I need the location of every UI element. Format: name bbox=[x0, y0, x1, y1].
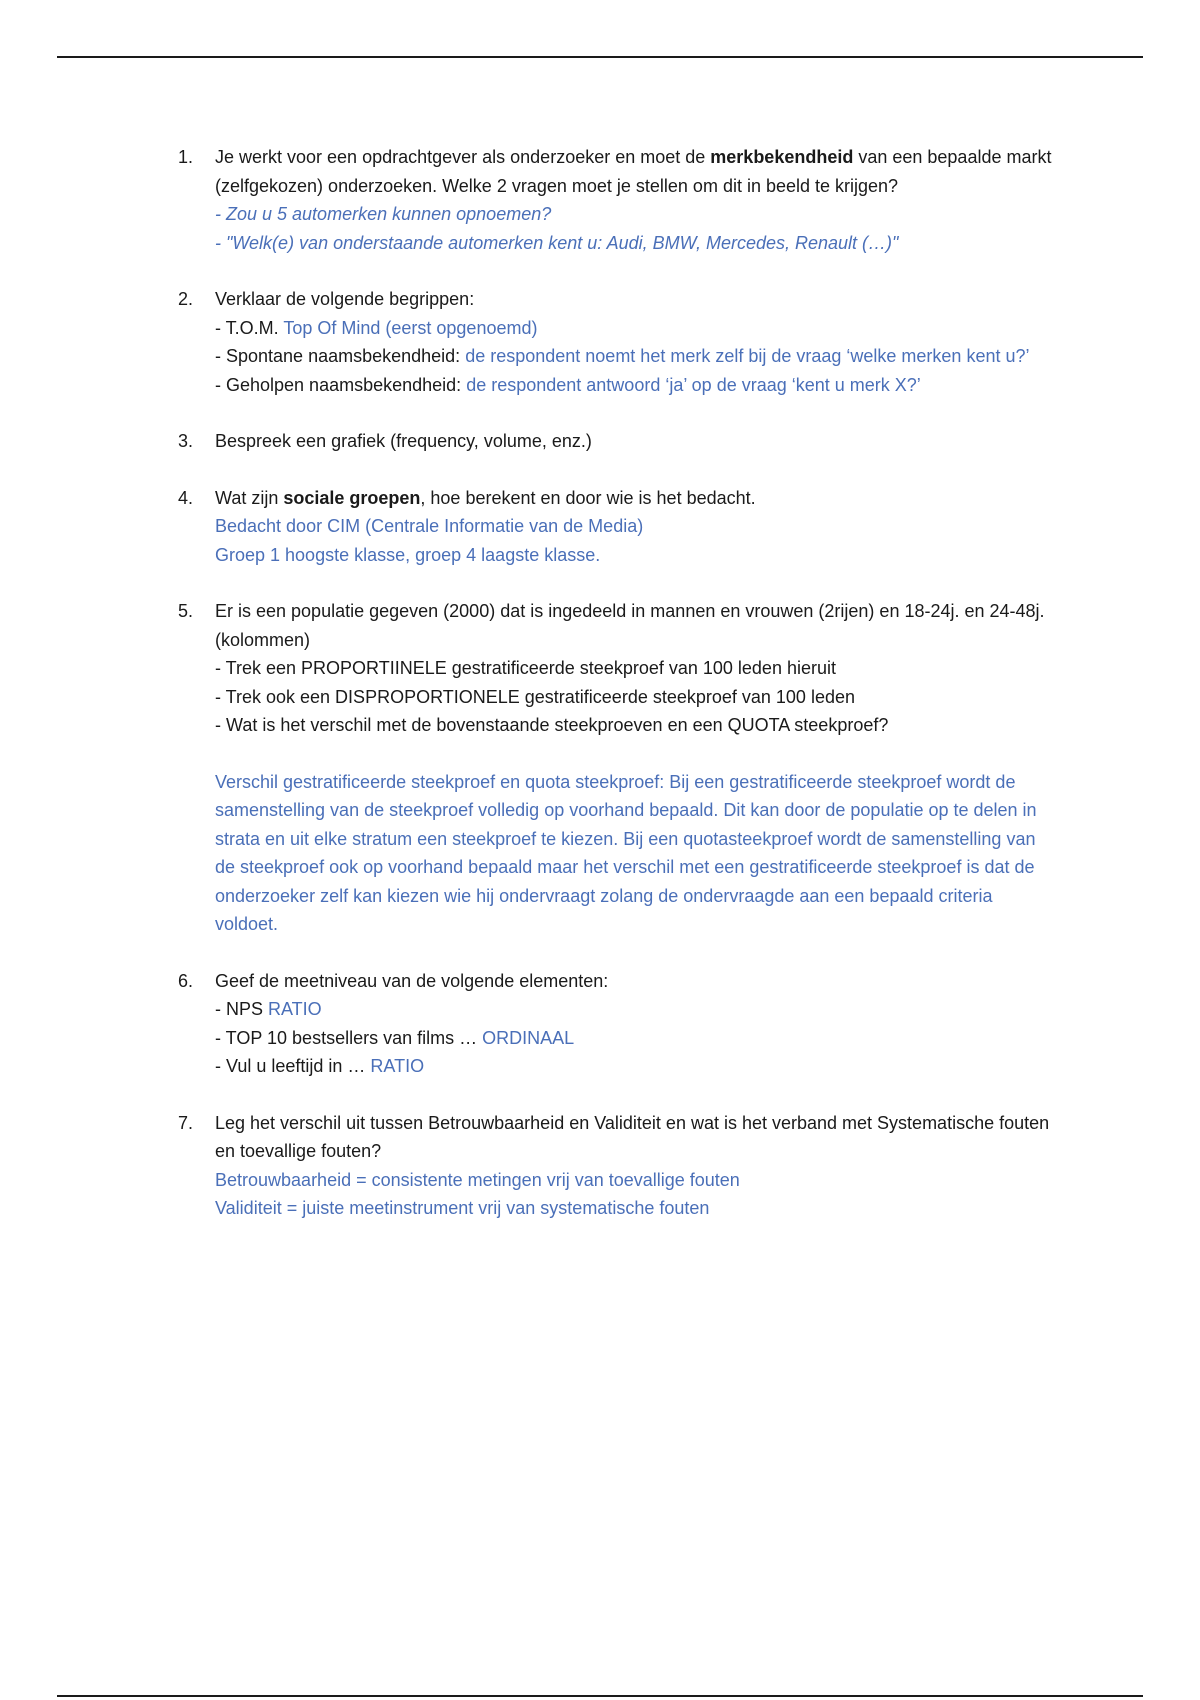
element-item bbox=[215, 1052, 1055, 1081]
question-3 bbox=[178, 427, 1055, 456]
element-label: - NPS bbox=[215, 999, 269, 1019]
question-5 bbox=[178, 597, 1055, 939]
question-1 bbox=[178, 143, 1055, 257]
element-answer: ORDINAAL bbox=[482, 1027, 575, 1048]
answer-line: Bedacht door CIM (Centrale Informatie van de Media) bbox=[215, 516, 644, 536]
sub-question: - Trek ook een DISPROPORTIONELE gestratificeerde steekproef van 100 leden bbox=[215, 686, 855, 707]
term-label: - Geholpen naamsbekendheid: bbox=[215, 374, 467, 395]
document-body bbox=[0, 143, 1200, 1223]
question-number: 3. bbox=[178, 431, 194, 451]
question-text: Geef de meetniveau van de volgende elementen: bbox=[215, 970, 609, 991]
question-text: Wat zijn sociale groepen, hoe berekent en door wie is het bedacht. bbox=[215, 487, 756, 508]
question-text: Er is een populatie gegeven (2000) dat is ingedeeld in mannen en vrouwen (2rijen) en 18-24j. en 24-48j. (kolommen) bbox=[215, 601, 1045, 650]
term-label: - Spontane naamsbekendheid: bbox=[215, 346, 466, 366]
question-number: 7. bbox=[178, 1112, 194, 1133]
term-answer: Top Of Mind (eerst opgenoemd) bbox=[283, 317, 538, 338]
keyword-merkbekendheid: merkbekendheid bbox=[710, 147, 854, 167]
answer-line: Validiteit = juiste meetinstrument vrij van systematische fouten bbox=[215, 1198, 710, 1218]
question-6 bbox=[178, 967, 1055, 1081]
keyword-sociale-groepen: sociale groepen bbox=[283, 487, 421, 508]
term-label: - T.O.M. bbox=[215, 317, 284, 338]
question-7 bbox=[178, 1109, 1055, 1223]
question-text: Je werkt voor een opdrachtgever als onderzoeker en moet de merkbekendheid van een bepaalde markt (zelfgekozen) onderzoeken. Welke 2 vragen moet je stellen om dit in beeld te krijgen? bbox=[215, 147, 1052, 196]
term-item bbox=[215, 342, 1055, 371]
sub-question: - Wat is het verschil met de bovenstaande steekproeven en een QUOTA steekproef? bbox=[215, 715, 889, 735]
term-answer: de respondent antwoord ‘ja’ op de vraag ‘kent u merk X?’ bbox=[466, 374, 921, 395]
question-number: 4. bbox=[178, 487, 194, 508]
question-number: 6. bbox=[178, 970, 194, 991]
term-answer: de respondent noemt het merk zelf bij de vraag ‘welke merken kent u?’ bbox=[465, 346, 1030, 366]
element-label: - TOP 10 bestsellers van films … bbox=[215, 1027, 483, 1048]
term-item bbox=[215, 371, 1055, 400]
question-number: 1. bbox=[178, 147, 194, 167]
answer-line: Groep 1 hoogste klasse, groep 4 laagste klasse. bbox=[215, 544, 601, 565]
header-rule bbox=[57, 56, 1143, 58]
term-item bbox=[215, 314, 1055, 343]
element-item bbox=[215, 995, 1055, 1024]
question-4 bbox=[178, 484, 1055, 570]
question-text: Verklaar de volgende begrippen: bbox=[215, 289, 475, 309]
question-2 bbox=[178, 285, 1055, 399]
answer-line: - Zou u 5 automerken kunnen opnoemen? bbox=[215, 204, 552, 224]
element-label: - Vul u leeftijd in … bbox=[215, 1056, 371, 1076]
question-text: Bespreek een grafiek (frequency, volume, enz.) bbox=[215, 431, 592, 451]
question-text: Leg het verschil uit tussen Betrouwbaarheid en Validiteit en wat is het verband met Systematische fouten en toevallige fouten? bbox=[215, 1112, 1050, 1161]
question-number: 5. bbox=[178, 601, 194, 621]
element-answer: RATIO bbox=[268, 999, 322, 1019]
element-answer: RATIO bbox=[370, 1056, 425, 1076]
answer-line: - "Welk(e) van onderstaande automerken kent u: Audi, BMW, Mercedes, Renault (…)" bbox=[215, 232, 899, 253]
answer-paragraph: Verschil gestratificeerde steekproef en quota steekproef: Bij een gestratificeerde steekproef wordt de samenstelling van de steekproef volledig op voorhand bepaald. Dit kan door de populatie op te delen in strata en uit elke stratum een steekproef te kiezen. Bij een quotasteekproef wordt de samenstelling van de steekproef ook op voorhand bepaald maar het verschil met een gestratificeerde steekproef is dat de onderzoeker zelf kan kiezen wie hij ondervraagt zolang de ondervraagde aan een bepaald criteria voldoet. bbox=[215, 771, 1037, 934]
question-number: 2. bbox=[178, 289, 194, 309]
answer-line: Betrouwbaarheid = consistente metingen vrij van toevallige fouten bbox=[215, 1169, 740, 1190]
element-item bbox=[215, 1024, 1055, 1053]
footer-rule bbox=[57, 1695, 1143, 1697]
sub-question: - Trek een PROPORTIINELE gestratificeerde steekproef van 100 leden hieruit bbox=[215, 658, 836, 678]
